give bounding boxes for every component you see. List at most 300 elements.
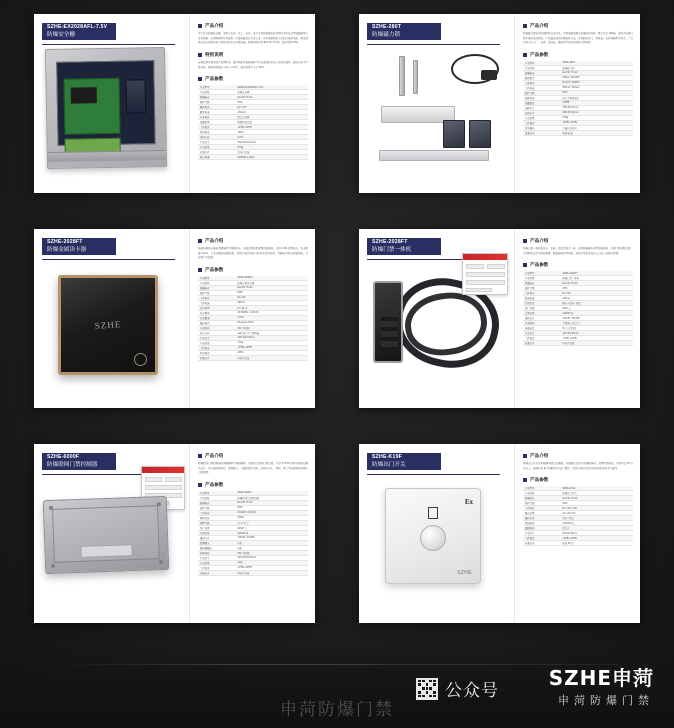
spec-value: 1 / 2 / 4 门 (235, 520, 308, 525)
spec-key: 产品尺寸 (198, 140, 235, 145)
spec-key: 输出方式 (523, 516, 560, 521)
spec-value: GB3836.1-2010 (235, 155, 308, 160)
product-name-cn: 防爆门禁一体机 (372, 247, 412, 253)
spec-value: ≤80mA (235, 300, 308, 305)
spec-value: 防爆金属读卡器 (235, 280, 308, 285)
spec-key: 工作电压 (523, 80, 560, 85)
section-heading-label: 产品介绍 (205, 24, 224, 29)
section-heading-label: 产品介绍 (530, 454, 549, 459)
product-code: SZHE-K19F (372, 454, 403, 461)
spec-key: 记录容量 (198, 530, 235, 535)
spec-value: Exd IIC T6 Gb (235, 95, 308, 100)
spec-table (198, 276, 308, 361)
spec-table (523, 486, 633, 546)
ex-mark-icon: Ex (464, 498, 473, 506)
catalog-spread[interactable] (34, 444, 315, 623)
spec-value: DC 12V (235, 295, 308, 300)
spec-key: 安装方式 (523, 341, 560, 346)
spec-key: 防护等级 (523, 90, 560, 95)
spread-page-left (34, 444, 190, 623)
section-body: 防爆磁力锁采用高强度铝合金外壳，内置电磁线圈与防爆密封结构，吸力可达 280kg，适用于防爆门禁系统的电控锁闭。产品通过国家防爆检验认证，具有断电开门、零噪音、无机械磨损等特点，广泛应用于化工厂、油库、加油站、喷漆房等危险区域的门禁控制。 (523, 32, 634, 45)
spread-page-right (190, 229, 315, 408)
spec-key: 表面温度 (523, 100, 560, 105)
spec-value: -40℃~+60℃ (235, 125, 308, 130)
spec-table (523, 271, 633, 346)
bullet-square-icon (523, 263, 527, 267)
spec-value: -40℃~+60℃ (235, 345, 308, 350)
section-heading-label: 产品介绍 (530, 239, 549, 244)
spec-value: 250×48×27mm (560, 105, 633, 110)
spec-key: 工作温度 (198, 345, 235, 350)
section-heading (523, 52, 633, 58)
spec-key: 防护等级 (523, 501, 560, 506)
spec-value: DC 7.5V (235, 105, 308, 110)
product-photo-controller-box (43, 496, 170, 574)
spec-value: 2.8kg (560, 115, 633, 120)
spec-key: 记录容量 (523, 311, 560, 316)
section-heading-label: 产品介绍 (530, 24, 549, 29)
spec-key: 产品尺寸 (198, 335, 235, 340)
spec-value: DC 12V (560, 291, 633, 296)
product-name-cn: 防爆金属读卡器 (47, 247, 87, 253)
section-heading (198, 267, 308, 273)
spec-row (198, 570, 308, 575)
section-heading (198, 482, 308, 488)
bullet-square-icon (198, 53, 202, 57)
footer-divider (58, 664, 618, 665)
spec-value: 防爆安全栅 (235, 90, 308, 95)
spec-key: 产品重量 (198, 145, 235, 150)
spec-key: 防护等级 (523, 286, 560, 291)
section-heading-label: 产品参数 (205, 482, 224, 488)
spec-value: 暗装 86 盒 (560, 541, 633, 546)
spec-value: SZHE-EX2028AFL-7.5V (235, 85, 308, 90)
product-title-badge (367, 23, 441, 40)
spec-key: 用户容量 (198, 525, 235, 530)
product-name-cn: 防爆出门开关 (372, 462, 406, 468)
spec-key: 静态电流 (523, 296, 560, 301)
section-heading-label: 产品参数 (530, 263, 549, 269)
spec-value: DC 12V / 24V (560, 506, 633, 511)
section-heading-label: 产品介绍 (205, 239, 224, 244)
spec-value: G3/4" (235, 135, 308, 140)
spec-key: 产品型号 (198, 276, 235, 281)
spec-key: 进线口径 (198, 135, 235, 140)
spec-value: 100000 条 (560, 311, 633, 316)
spec-value: -40℃~+60℃ (560, 120, 633, 125)
spec-key: 工作电压 (198, 510, 235, 515)
spec-value: -40℃~+60℃ (560, 336, 633, 341)
spec-value: LED 指示灯 / 蜂鸣器 (235, 330, 308, 335)
bullet-square-icon (198, 24, 202, 28)
spec-key: 工作温度 (523, 536, 560, 541)
spec-key: 外壳材质 (198, 325, 235, 330)
spec-key: 锁体尺寸 (523, 105, 560, 110)
product-code: SZHE-6000F (47, 454, 80, 461)
spec-key: 工作电流 (198, 300, 235, 305)
spec-value: ≤95% (235, 350, 308, 355)
product-code: SZHE-EX2028AFL-7.5V (47, 24, 108, 31)
spec-key: 安装方式 (523, 541, 560, 546)
spec-key: 产品重量 (198, 340, 235, 345)
spec-key: 防爆标志 (523, 281, 560, 286)
spec-value: Exd IIC T6 Gb (235, 285, 308, 290)
spec-key: 防护等级 (198, 290, 235, 295)
section-heading (523, 238, 633, 244)
spec-value: 壁挂式安装 (235, 570, 308, 575)
spec-key: 防爆标志 (523, 70, 560, 75)
section-heading (523, 262, 633, 268)
spec-key: 执行标准 (198, 155, 235, 160)
catalog-spread[interactable] (359, 444, 640, 623)
spread-page-left (34, 14, 190, 193)
spec-key: 输出格式 (198, 320, 235, 325)
spec-value: 304 不锈钢 (235, 550, 308, 555)
spec-key: 机械寿命 (523, 521, 560, 526)
spec-row (523, 130, 633, 135)
bullet-square-icon (198, 77, 202, 81)
spec-key: 外壳材质 (523, 321, 560, 326)
product-photo-armature-plate (379, 150, 489, 161)
spread-page-right (190, 444, 315, 623)
spec-value: 铝合金阳极氧化 (560, 95, 633, 100)
spec-key: 防爆标志 (198, 95, 235, 100)
spec-value: 铝合金压铸 (235, 115, 308, 120)
spec-key: 安装方式 (198, 570, 235, 575)
spec-value: Wiegand 26/34 (235, 320, 308, 325)
spec-key: 产品型号 (523, 271, 560, 276)
section-body: 本产品为防爆安全栅，适用于石油、化工、冶金、电力等易燃易爆危险场所的本质安全型电路隔离与信号传输，采用隔爆型外壳结构，内部电路经过本安认证，可有效限制进入危险区域的电能，保证现场仪表与控制系统之间信号的安全可靠传输，防爆等级达到 Exd IIC T6 Gb，防护等级 IP66。 (198, 32, 309, 45)
product-title-badge (42, 453, 116, 470)
spec-value: 500mA / 250mA (560, 85, 633, 90)
spec-key: 产品名称 (198, 280, 235, 285)
spec-value: SZHE-6000F (235, 491, 308, 496)
spec-key: 读卡频率 (198, 310, 235, 315)
spec-value: 防爆联网门禁控制器 (235, 495, 308, 500)
wechat-label: 公众号 (445, 681, 499, 701)
spec-key: 产品名称 (523, 276, 560, 281)
product-photo-rod-secondary (413, 60, 418, 94)
title-underline (367, 474, 500, 475)
spec-key: 指示方式 (198, 330, 235, 335)
spec-key: 安装方式 (523, 130, 560, 135)
product-code: SZHE-2028FT (47, 239, 83, 246)
spec-table (198, 491, 308, 576)
spec-value: 86×86×35mm (560, 531, 633, 536)
section-heading (198, 23, 308, 29)
spec-value: IP66 (560, 501, 633, 506)
wechat-block[interactable] (416, 676, 499, 701)
wechat-qr-code[interactable] (416, 678, 438, 700)
brand-main-text: SZHE申菏 (548, 666, 654, 690)
title-underline (42, 259, 175, 260)
spec-value: Exd IIC T6 Gb (235, 500, 308, 505)
spec-value: IP66 (235, 100, 308, 105)
spec-value: 100000 条 (235, 530, 308, 535)
bullet-square-icon (523, 239, 527, 243)
spec-value: TCP/IP / RS485 (560, 316, 633, 321)
spec-value: SZHE-2028FT (560, 271, 633, 276)
spec-value: -40℃~+60℃ (235, 565, 308, 570)
spec-key: 通讯方式 (198, 535, 235, 540)
spread-page-right (515, 444, 640, 623)
section-heading-label: 产品参数 (530, 478, 549, 484)
brand-mark (549, 668, 654, 708)
spec-key: 产品名称 (523, 491, 560, 496)
spec-key: 安装方式 (198, 355, 235, 360)
spec-value: 明装/暗装 (560, 130, 633, 135)
footer-bar (0, 650, 674, 728)
spec-value: 喷塑静电涂装 (235, 120, 308, 125)
spec-key: 工作电压 (523, 291, 560, 296)
spec-value: 280kg / 600LBS (560, 75, 633, 80)
spec-value: 不锈钢 + 铝合金 (560, 321, 633, 326)
spec-key: 防爆标志 (198, 500, 235, 505)
product-photo-card-reader: SZHE (58, 275, 158, 375)
spec-value: ≤45℃ (560, 100, 633, 105)
spec-key: 继电器输出 (198, 545, 235, 550)
spec-value: IP66 (560, 286, 633, 291)
section-body: 安装前请仔细阅读产品说明书，接线须由具备防爆电气作业资格的专业人员进行操作；通电状态下严禁开盖，使用环境温度 -40℃~+60℃，相对湿度不大于 95%。 (198, 60, 309, 69)
spec-key: 通讯方式 (523, 316, 560, 321)
spec-value: 壁挂式安装 (235, 355, 308, 360)
section-heading-label: 产品参数 (205, 267, 224, 273)
section-heading-label: 特别说明 (205, 52, 224, 58)
catalog-spread[interactable] (359, 229, 640, 408)
spec-value: 刷卡 / 密码 / 指纹 (560, 301, 633, 306)
bullet-square-icon (523, 24, 527, 28)
brand-logo-small: SZHE (457, 570, 472, 576)
spec-value: 防爆出门开关 (560, 491, 633, 496)
catalog-spread[interactable] (34, 14, 315, 193)
spec-key: 外壳材质 (198, 115, 235, 120)
spec-value: 6.5kg (235, 145, 308, 150)
bullet-square-icon (523, 454, 527, 458)
product-code: SZHE-280T (372, 24, 402, 31)
spec-value: 防爆磁力锁 (560, 65, 633, 70)
spec-key: 额定电流 (198, 110, 235, 115)
spec-key: 报警输入 (198, 540, 235, 545)
bullet-square-icon (523, 53, 527, 57)
spec-key: 产品尺寸 (523, 531, 560, 536)
spec-key: 读卡距离 (198, 315, 235, 320)
spread-page-left (359, 14, 515, 193)
spec-key: 安装方式 (198, 150, 235, 155)
product-name-cn: 防爆联网门禁控制器 (47, 462, 98, 468)
spec-key: 产品名称 (523, 65, 560, 70)
spec-key: 锁体材质 (523, 95, 560, 100)
section-heading-label: 产品参数 (205, 77, 224, 83)
spec-key: 防护等级 (198, 100, 235, 105)
spec-value: IP65 (560, 90, 633, 95)
spec-value: SZHE-K19F (560, 486, 633, 491)
spec-key: 工作电流 (523, 85, 560, 90)
spec-key: 表面处理 (198, 120, 235, 125)
spec-key: 产品型号 (523, 61, 560, 66)
spec-value: Exd IIC T6 Gb (560, 496, 633, 501)
product-code: SZHE-2028FT (372, 239, 408, 246)
exit-door-icon (428, 507, 438, 519)
spec-key: 触点容量 (523, 511, 560, 516)
section-body: 防爆联网门禁控制器采用隔爆型不锈钢箱体，内置四门联网门禁主板，支持 TCP/IP 联网与脱机双模式运行，可扩展消防联动、报警输入、门磁检测等功能，适用于石化、制药、军工等防爆场所的集中门禁管理。 (198, 462, 309, 475)
spec-value: 壁挂式安装 (560, 341, 633, 346)
section-heading (198, 453, 308, 459)
spec-value: ≤95% (235, 130, 308, 135)
spec-key: 产品重量 (523, 115, 560, 120)
spec-key: 额定电压 (198, 105, 235, 110)
spec-value: 180×90×45mm (560, 331, 633, 336)
section-heading-label: 产品参数 (530, 52, 549, 58)
spec-key: 产品型号 (198, 491, 235, 496)
title-underline (367, 44, 500, 45)
spec-key: 衔铁尺寸 (523, 110, 560, 115)
product-photo-exit-button (385, 488, 481, 584)
spec-key: 相对湿度 (198, 350, 235, 355)
spec-value: IP68 (235, 290, 308, 295)
section-heading-label: 产品介绍 (205, 454, 224, 459)
product-title-badge (42, 23, 116, 40)
spread-page-right (515, 14, 640, 193)
spec-value: 20000 人 (235, 525, 308, 530)
section-body: 防爆门禁一体机集读卡、密码、指纹识别于一体，采用隔爆兼本安型防爆结构，内置门禁控制主板，支持脱机运行与联网管理，配备防爆专用电缆，适用于危险区域出入口的人员通行管理。 (523, 247, 634, 255)
spec-value: 3-8cm (235, 315, 308, 320)
spec-key: 产品尺寸 (523, 331, 560, 336)
spec-key: 识别方式 (523, 301, 560, 306)
spec-row (198, 355, 308, 360)
spec-value: SZHE-2028FT (235, 276, 308, 281)
spec-key: 防爆标志 (523, 496, 560, 501)
spec-value: IC / ID 卡 (235, 305, 308, 310)
spec-value: AC220V / DC12V (235, 510, 308, 515)
spec-key: 箱体材质 (198, 550, 235, 555)
spec-key: 产品名称 (198, 90, 235, 95)
spec-row (523, 541, 633, 546)
spec-key: 产品型号 (198, 85, 235, 90)
spread-page-left (34, 229, 190, 408)
spec-value: 304 不锈钢 (235, 325, 308, 330)
product-photo-lock-block (469, 120, 491, 148)
watermark-text: 申菏防爆门禁 (280, 700, 394, 720)
spec-value: 壁挂式安装 (235, 150, 308, 155)
spec-key: 相对湿度 (198, 130, 235, 135)
spec-key: 工作电压 (523, 506, 560, 511)
title-underline (42, 44, 175, 45)
section-heading (198, 76, 308, 82)
spec-key: 整机功耗 (198, 515, 235, 520)
bullet-square-icon (198, 483, 202, 487)
push-button-icon (420, 525, 446, 551)
spec-value: 1.6kg (235, 340, 308, 345)
spec-value: 4 路 (235, 545, 308, 550)
spec-value: ≤60mA (560, 296, 633, 301)
section-heading (523, 453, 633, 459)
section-body: 防爆金属读卡器采用隔爆型不锈钢外壳，内嵌高灵敏度射频识别模块，支持 IC/ID 双频读卡，读卡距离 3-8cm。产品表面经防腐处理，适用于危险场所门禁系统身份识别，具备防水防尘防爆性能，可长期户外使用。 (198, 247, 308, 260)
spec-value: 4 路 (235, 540, 308, 545)
bullet-square-icon (198, 239, 202, 243)
spec-key: 读卡类型 (198, 305, 235, 310)
spec-key: 工作温度 (523, 120, 560, 125)
spec-key: 电缆长度 (523, 326, 560, 331)
brand-sub-text: 申菏防爆门禁 (558, 694, 654, 707)
spec-value: 3A / 36V DC (560, 511, 633, 516)
section-heading (523, 23, 633, 29)
spec-key: 面板材质 (523, 526, 560, 531)
section-heading (198, 238, 308, 244)
section-heading (523, 477, 633, 483)
product-photo-access-terminal (373, 281, 403, 363)
product-title-badge (367, 453, 441, 470)
section-heading (198, 52, 308, 58)
spec-value: IP66 (235, 505, 308, 510)
spread-page-left (359, 229, 515, 408)
product-name-cn: 防爆安全栅 (47, 32, 75, 38)
spec-key: 工作温度 (198, 565, 235, 570)
spec-key: 产品尺寸 (198, 555, 235, 560)
spec-value: 120×120×40mm (235, 335, 308, 340)
spec-row (198, 155, 308, 160)
spec-key: 工作电压 (198, 295, 235, 300)
certificate-inset-image (462, 253, 508, 295)
spec-value: 13.56MHz / 125KHz (235, 310, 308, 315)
spec-key: 产品型号 (523, 486, 560, 491)
spec-key: 防爆标志 (198, 285, 235, 290)
spec-value: 12kg (235, 560, 308, 565)
spec-table (198, 85, 308, 160)
spec-value: DC12V / DC24V (560, 80, 633, 85)
spec-value: 门磁状态信号 (560, 125, 633, 130)
spec-table (523, 61, 633, 136)
catalog-spread[interactable] (34, 229, 315, 408)
spec-key: 额定吸力 (523, 75, 560, 80)
spread-page-left (359, 444, 515, 623)
bullet-square-icon (523, 478, 527, 482)
spec-row (523, 341, 633, 346)
spec-value: 常开 / 常闭 (560, 516, 633, 521)
spec-value: 5m（可定制） (560, 326, 633, 331)
spec-value: 260×200×120mm (235, 140, 308, 145)
spec-value: 3000 人 (560, 306, 633, 311)
product-photo-plug (481, 70, 497, 80)
spec-value: ≥500000 次 (560, 521, 633, 526)
spec-value: ≤30W (235, 515, 308, 520)
spec-key: 管理门数 (198, 520, 235, 525)
spec-value: SZHE-280T (560, 61, 633, 66)
product-photo-control-box (45, 47, 167, 169)
spec-key: 防护等级 (198, 505, 235, 510)
spec-key: 信号输出 (523, 125, 560, 130)
spec-value: 铝合金 (560, 526, 633, 531)
bullet-square-icon (198, 268, 202, 272)
spec-value: Exd IIC T6 Gb (560, 281, 633, 286)
spec-key: 工作温度 (198, 125, 235, 130)
product-name-cn: 防爆磁力锁 (372, 32, 400, 38)
spread-page-right (515, 229, 640, 408)
spec-key: 工作温度 (523, 336, 560, 341)
product-title-badge (42, 238, 116, 255)
product-photo-lock-block (443, 120, 465, 148)
spec-key: 产品重量 (198, 560, 235, 565)
spec-value: 防爆门禁一体机 (560, 276, 633, 281)
bullet-square-icon (198, 454, 202, 458)
catalog-spread[interactable] (359, 14, 640, 193)
product-photo-rod (399, 56, 405, 96)
spec-value: 180×38×12mm (560, 110, 633, 115)
product-title-badge (367, 238, 441, 255)
spec-value: Exd IIC T6 Gb (560, 70, 633, 75)
spec-key: 产品名称 (198, 495, 235, 500)
spec-value: -40℃~+60℃ (560, 536, 633, 541)
section-body: 防爆出门开关采用隔爆型铝合金面板，内部触点密封于防爆腔体内，按键手感舒适，寿命可达 50 万次以上。表面标有 Ex 防爆标识及出门图标，适用于危险区域门禁系统的室内开门操作。 (523, 462, 633, 470)
